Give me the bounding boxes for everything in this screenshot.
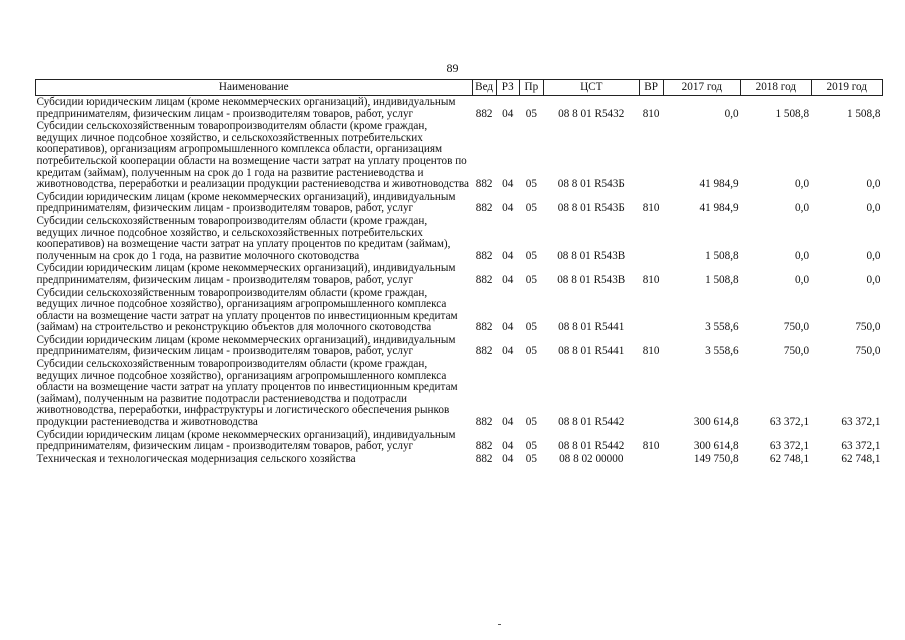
cell-vr	[639, 120, 663, 191]
cell-2018: 62 748,1	[769, 452, 810, 465]
cell-ved: 882	[475, 416, 493, 429]
column-header-2017: 2017 год	[663, 80, 740, 96]
cell-2017: 1 508,8	[705, 273, 739, 286]
table-header-row	[36, 80, 883, 96]
cell-2019: 1 508,8	[846, 107, 881, 120]
cell-rz: 04	[502, 321, 514, 334]
cell-2017: 41 984,9	[699, 202, 739, 215]
cell-rz: 04	[502, 452, 514, 465]
cell-cst: 08 8 01 R5442	[558, 416, 625, 429]
cell-pr: 05	[525, 202, 537, 215]
cell-cst: 08 8 01 R543Б	[557, 178, 625, 191]
scan-speck	[498, 624, 501, 625]
table-row	[36, 120, 883, 191]
cell-cst: 08 8 01 R5441	[558, 321, 625, 334]
cell-name: Субсидии юридическим лицам (кроме некоммерческих организаций), индивидуальным предпринимателям, физическим лицам - производителям товаров, работ, услуг	[36, 262, 456, 286]
cell-2018: 0,0	[795, 202, 810, 215]
cell-name: Субсидии сельскохозяйственным товаропроизводителям области (кроме граждан, ведущих личное подсобное хозяйство, и сельскохозяйственных потребительских кооперативов), организациям агропромышленного комплекса области, организациям потребительской кооперации области на возмещение части затрат на уплату процентов по кредитам (займам), полученным на срок до 1 года на развитие растениеводства и животноводства, переработки и реализации продукции растениеводства и животноводства	[36, 120, 469, 191]
cell-2019: 750,0	[855, 321, 881, 334]
cell-ved: 882	[475, 202, 493, 215]
cell-2018: 63 372,1	[769, 416, 810, 429]
cell-2018: 1 508,8	[775, 107, 810, 120]
cell-2018: 0,0	[795, 178, 810, 191]
cell-2019: 750,0	[855, 345, 881, 358]
cell-vr	[639, 215, 663, 262]
column-header-ved: Вед	[472, 80, 496, 96]
cell-2017: 149 750,8	[693, 452, 739, 465]
table-row	[36, 453, 883, 466]
cell-pr: 05	[525, 178, 537, 191]
cell-2018: 0,0	[795, 273, 810, 286]
column-header-rz: РЗ	[496, 80, 519, 96]
cell-cst: 08 8 01 R543Б	[557, 202, 625, 215]
cell-rz: 04	[502, 178, 514, 191]
cell-cst: 08 8 01 R543В	[557, 273, 626, 286]
cell-vr	[639, 453, 663, 466]
cell-name: Субсидии юридическим лицам (кроме некоммерческих организаций), индивидуальным предпринимателям, физическим лицам - производителям товаров, работ, услуг	[36, 333, 456, 358]
cell-2019: 62 748,1	[841, 452, 881, 465]
cell-rz: 04	[502, 345, 514, 358]
cell-2018: 63 372,1	[769, 440, 810, 453]
cell-rz: 04	[502, 440, 514, 453]
column-header-2018: 2018 год	[741, 80, 811, 96]
column-header-2019: 2019 год	[811, 80, 882, 96]
cell-cst: 08 8 01 R5442	[558, 440, 625, 453]
cell-2018: 750,0	[783, 345, 810, 358]
table-row	[36, 358, 883, 429]
page-number: 89	[446, 61, 459, 75]
column-header-cst: ЦСТ	[543, 80, 639, 96]
table-row	[36, 191, 883, 215]
column-header-name: Наименование	[36, 80, 473, 96]
cell-2019: 0,0	[866, 273, 881, 286]
cell-rz: 04	[502, 273, 514, 286]
cell-rz: 04	[502, 416, 514, 429]
column-header-pr: Пр	[519, 80, 543, 96]
cell-name: Субсидии юридическим лицам (кроме некоммерческих организаций), индивидуальным предпринимателям, физическим лицам - производителям товаров, работ, услуг	[36, 428, 456, 453]
table-row	[36, 334, 883, 358]
cell-2018: 750,0	[783, 321, 810, 334]
cell-2017: 3 558,6	[705, 321, 739, 334]
cell-2017: 41 984,9	[699, 178, 739, 191]
cell-2019: 0,0	[866, 178, 881, 191]
cell-pr: 05	[525, 345, 537, 358]
cell-2019: 0,0	[866, 249, 881, 262]
table-row	[36, 215, 883, 262]
cell-name: Техническая и технологическая модернизация сельского хозяйства	[36, 452, 356, 465]
cell-ved: 882	[475, 452, 493, 465]
cell-ved: 882	[475, 249, 493, 262]
cell-ved: 882	[475, 107, 493, 120]
cell-pr: 05	[525, 321, 537, 334]
cell-pr: 05	[525, 249, 537, 262]
cell-cst: 08 8 01 R543В	[557, 249, 626, 262]
column-header-vr: ВР	[639, 80, 663, 96]
cell-2017: 3 558,6	[705, 345, 739, 358]
cell-cst: 08 8 02 00000	[559, 452, 624, 465]
cell-vr: 810	[642, 440, 660, 453]
cell-vr	[639, 358, 663, 429]
cell-2019: 63 372,1	[841, 440, 881, 453]
budget-table	[35, 79, 883, 465]
cell-2018: 0,0	[795, 249, 810, 262]
cell-vr: 810	[642, 107, 660, 120]
cell-2019: 0,0	[866, 202, 881, 215]
table-row	[36, 262, 883, 286]
cell-name: Субсидии сельскохозяйственным товаропроизводителям области (кроме граждан, ведущих личное подсобное хозяйство, и сельскохозяйственных потребительских кооперативов) на возмещение части затрат на уплату процентов по кредитам (займам), полученным на срок до 1 года, на развитие молочного скотоводства	[36, 214, 451, 262]
cell-cst: 08 8 01 R5441	[558, 345, 625, 358]
cell-ved: 882	[475, 178, 493, 191]
cell-2017: 0,0	[724, 107, 739, 120]
cell-2017: 300 614,8	[693, 416, 739, 429]
table-row	[36, 96, 883, 121]
table-row	[36, 429, 883, 453]
cell-vr: 810	[642, 202, 660, 215]
cell-pr: 05	[525, 440, 537, 453]
cell-vr: 810	[642, 273, 660, 286]
cell-ved: 882	[475, 273, 493, 286]
cell-ved: 882	[475, 440, 493, 453]
cell-name: Субсидии юридическим лицам (кроме некоммерческих организаций), индивидуальным предпринимателям, физическим лицам - производителям товаров, работ, услуг	[36, 190, 456, 215]
cell-2017: 1 508,8	[705, 249, 739, 262]
cell-pr: 05	[525, 416, 537, 429]
cell-name: Субсидии сельскохозяйственным товаропроизводителям области (кроме граждан, ведущих личное подсобное хозяйство), организациям агропромышленного комплекса области на возмещение части затрат на уплату процентов по инвестиционным кредитам (займам), полученным на развитие подотрасли растениеводства и подотрасли животноводства, переработки, инфраструктуры и логистического обеспечения рынков продукции растениеводства и животноводства	[36, 358, 458, 429]
cell-vr	[639, 287, 663, 334]
cell-name: Субсидии юридическим лицам (кроме некоммерческих организаций), индивидуальным предпринимателям, физическим лицам - производителям товаров, работ, услуг	[36, 96, 456, 120]
cell-rz: 04	[502, 202, 514, 215]
cell-pr: 05	[525, 452, 537, 465]
cell-rz: 04	[502, 107, 514, 120]
cell-cst: 08 8 01 R5432	[558, 107, 625, 120]
cell-rz: 04	[502, 249, 514, 262]
cell-ved: 882	[475, 345, 493, 358]
cell-ved: 882	[475, 321, 493, 334]
table-row	[36, 287, 883, 334]
cell-2019: 63 372,1	[841, 416, 881, 429]
cell-pr: 05	[525, 107, 537, 120]
cell-pr: 05	[525, 273, 537, 286]
cell-name: Субсидии сельскохозяйственным товаропроизводителям области (кроме граждан, ведущих личное подсобное хозяйство), организациям агропромышленного комплекса области на возмещение части затрат на уплату процентов по инвестиционным кредитам (займам) на строительство и реконструкцию объектов для молочного скотоводства	[36, 286, 458, 334]
cell-2017: 300 614,8	[693, 440, 739, 453]
cell-vr: 810	[642, 345, 660, 358]
